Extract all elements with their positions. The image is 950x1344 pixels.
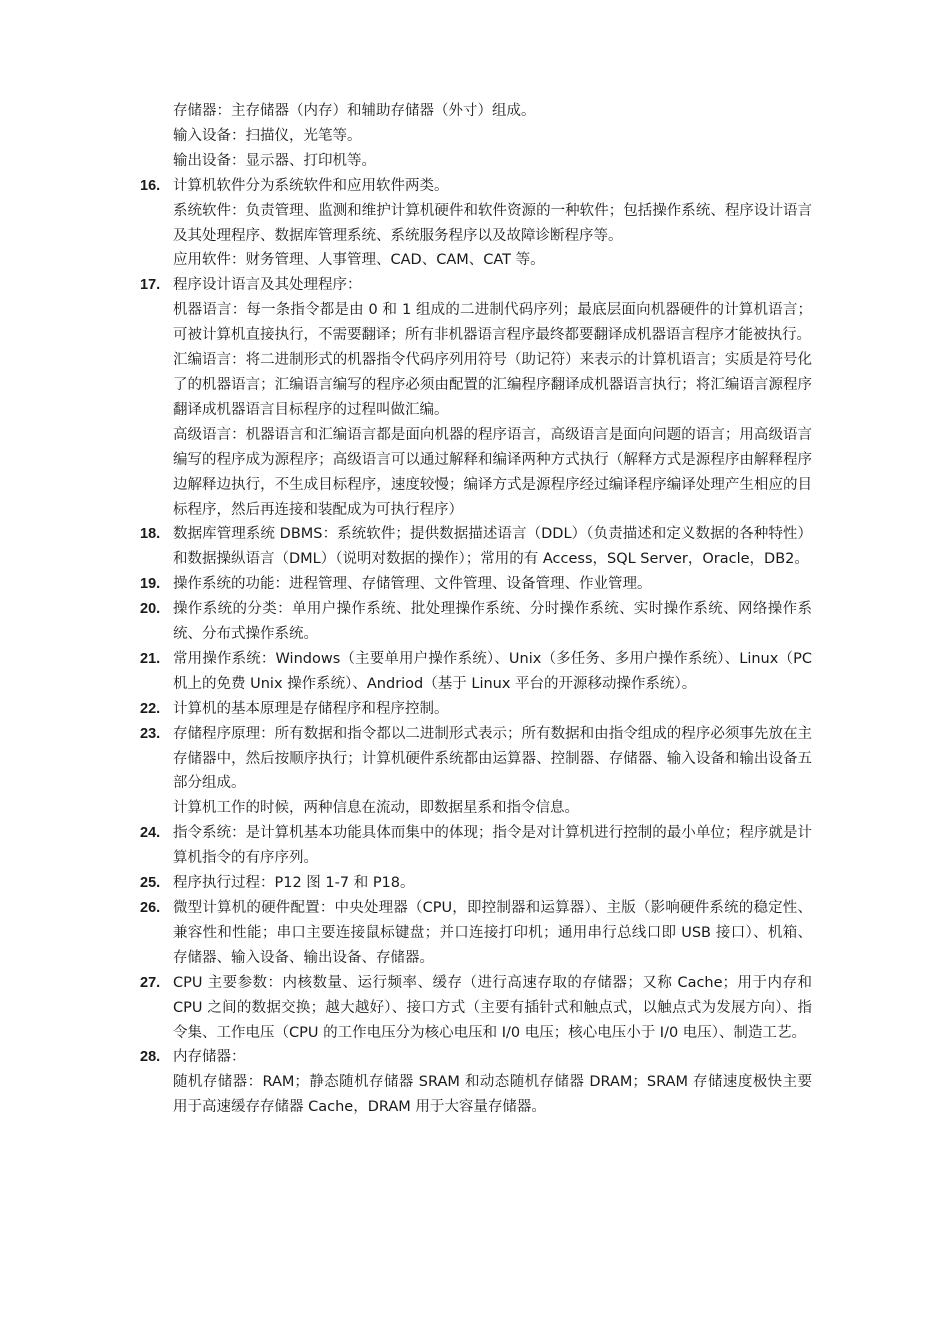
item-text: 操作系统的分类：单用户操作系统、批处理操作系统、分时操作系统、实时操作系统、网络操作系统、分布式操作系统。: [173, 601, 812, 643]
item-number: 18.: [140, 526, 161, 543]
list-item: [140, 1045, 812, 1070]
item-subparagraph: 系统软件：负责管理、监测和维护计算机硬件和软件资源的一种软件；包括操作系统、程序设计语言及其处理程序、数据库管理系统、系统服务程序以及故障诊断程序等。: [173, 202, 812, 244]
intro-line: 输入设备：扫描仪，光笔等。: [173, 127, 362, 144]
item-number: 28.: [140, 1049, 161, 1066]
item-number: 16.: [140, 177, 161, 194]
item-text: CPU 主要参数：内核数量、运行频率、缓存（进行高速存取的存储器；又称 Cache；用于内存和 CPU 之间的数据交换；越大越好）、接口方式（主要有插针式和触点式，以触点式为发展方向）、指令集、工作电压（CPU 的工作电压分为核心电压和 I/0 电压；核心电压小于 I/0 电压）、制造工艺。: [173, 974, 812, 1041]
list-item: [140, 821, 812, 871]
item-number: 27.: [140, 974, 161, 991]
item-text: 计算机软件分为系统软件和应用软件两类。: [173, 177, 449, 194]
list-item: [140, 647, 812, 697]
item-number: 22.: [140, 700, 161, 717]
item-text: 存储程序原理：所有数据和指令都以二进制形式表示；所有数据和由指令组成的程序必须事先放在主存储器中，然后按顺序执行；计算机硬件系统都由运算器、控制器、存储器、输入设备和输出设备五部分组成。: [173, 725, 812, 792]
item-subparagraph: 随机存储器：RAM；静态随机存储器 SRAM 和动态随机存储器 DRAM；SRAM 存储速度极快主要用于高速缓存存储器 Cache，DRAM 用于大容量存储器。: [173, 1074, 812, 1116]
intro-line: 存储器：主存储器（内存）和辅助存储器（外寸）组成。: [173, 103, 536, 119]
item-number: 17.: [140, 277, 161, 294]
document-body: [140, 99, 812, 1120]
item-text: 程序设计语言及其处理程序：: [173, 277, 362, 294]
item-subparagraph: 高级语言：机器语言和汇编语言都是面向机器的程序语言，高级语言是面向问题的语言；用高级语言编写的程序成为源程序；高级语言可以通过解释和编译两种方式执行（解释方式是源程序由解释程序边解释边执行，不生成目标程序，速度较慢；编译方式是源程序经过编译程序编译处理产生相应的目标程序，然后再连接和装配成为可执行程序）: [173, 426, 812, 518]
item-number: 26.: [140, 900, 161, 916]
item-number: 19.: [140, 576, 161, 593]
list-item: [140, 174, 812, 199]
item-text: 数据库管理系统 DBMS：系统软件；提供数据描述语言（DDL）（负责描述和定义数据的各种特性）和数据操纵语言（DML）（说明对数据的操作）；常用的有 Access，SQL Server，Oracle，DB2。: [173, 526, 812, 568]
item-subparagraph: 汇编语言：将二进制形式的机器指令代码序列用符号（助记符）来表示的计算机语言；实质是符号化了的机器语言；汇编语言编写的程序必须由配置的汇编程序翻译成机器语言执行；将汇编语言源程序翻译成机器语言目标程序的过程叫做汇编。: [173, 352, 812, 418]
list-item: [140, 971, 812, 1046]
item-number: 21.: [140, 650, 161, 667]
item-text: 计算机的基本原理是存储程序和程序控制。: [173, 700, 449, 717]
list-item: [140, 273, 812, 298]
item-number: 24.: [140, 825, 161, 842]
item-text: 内存储器：: [173, 1049, 246, 1066]
item-subparagraph: 计算机工作的时候，两种信息在流动，即数据星系和指令信息。: [173, 800, 579, 817]
intro-line: 输出设备：显示器、打印机等。: [173, 152, 376, 169]
item-number: 20.: [140, 601, 161, 618]
item-text: 常用操作系统：Windows（主要单用户操作系统）、Unix（多任务、多用户操作系统）、Linux（PC 机上的免费 Unix 操作系统）、Andriod（基于 Linux 平台的开源移动操作系统）。: [173, 650, 812, 692]
item-number: 25.: [140, 875, 161, 892]
list-item: [140, 896, 812, 971]
list-item: [140, 572, 812, 597]
list-item: [140, 697, 812, 722]
item-subparagraph: 机器语言：每一条指令都是由 0 和 1 组成的二进制代码序列；最底层面向机器硬件的计算机语言；可被计算机直接执行，不需要翻译；所有非机器语言程序最终都要翻译成机器语言程序才能被执行。: [173, 302, 812, 344]
item-text: 程序执行过程：P12 图 1-7 和 P18。: [173, 875, 415, 892]
list-item: [140, 722, 812, 797]
list-item: [140, 522, 812, 572]
item-text: 指令系统：是计算机基本功能具体而集中的体现；指令是对计算机进行控制的最小单位；程序就是计算机指令的有序序列。: [173, 825, 812, 867]
list-item: [140, 871, 812, 896]
list-item: [140, 597, 812, 647]
item-subparagraph: 应用软件：财务管理、人事管理、CAD、CAM、CAT 等。: [173, 252, 545, 269]
item-number: 23.: [140, 725, 161, 742]
item-text: 微型计算机的硬件配置：中央处理器（CPU，即控制器和运算器）、主版（影响硬件系统的稳定性、兼容性和性能；串口主要连接鼠标键盘；并口连接打印机；通用串行总线口即 USB 接口）、机箱、存储器、输入设备、输出设备、存储器。: [173, 900, 812, 966]
item-text: 操作系统的功能：进程管理、存储管理、文件管理、设备管理、作业管理。: [173, 576, 652, 593]
